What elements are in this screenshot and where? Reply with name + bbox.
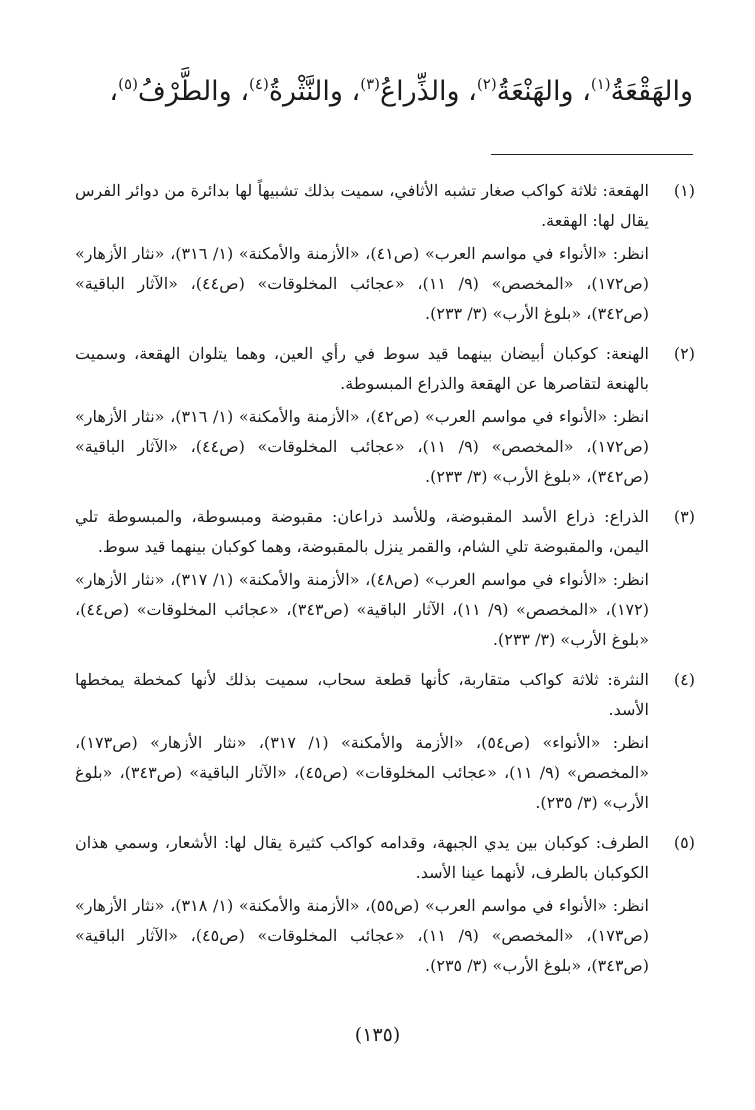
- separator: ،: [109, 76, 119, 107]
- separator: ،: [342, 76, 361, 107]
- footnote-references: انظر: «الأنواء في مواسم العرب» (ص٤٨)، «الأزمنة والأمكنة» (١/ ٣١٧)، «نثار الأزهار» (١٧٢)، «المخصص» (٩/ ١١)، الآثار الباقية» (ص٣٤٣)، «عجائب المخلوقات» (ص٤٤)، «بلوغ الأرب» (٣/ ٢٣٣).: [75, 570, 649, 649]
- footnote-body: [75, 828, 649, 981]
- footnote-text: الطرف: كوكبان بين يدي الجبهة، وقدامه كواكب كثيرة يقال لها: الأشعار، وسمي هذان الكوكبان بالطرف، لأنهما عينا الأسد.: [75, 833, 649, 882]
- footnote-body: [75, 502, 649, 655]
- footnote-ref[interactable]: (٣): [360, 75, 380, 93]
- footnote-text: الهقعة: ثلاثة كواكب صغار تشبه الأثافي، سميت بذلك تشبيهاً لها بدائرة من دوائر الفرس يقال لها: الهقعة.: [75, 181, 649, 230]
- footnote-number: (١): [673, 181, 695, 200]
- footnote: [75, 339, 695, 492]
- footnote: [75, 176, 695, 329]
- footnote: [75, 502, 695, 655]
- footnote-body: [75, 339, 649, 492]
- footnotes: [75, 176, 695, 991]
- footnote-ref[interactable]: (٥): [118, 75, 138, 93]
- footnote-text: النثرة: ثلاثة كواكب متقاربة، كأنها قطعة سحاب، سميت بذلك لأنها كمخطة يمخطها الأسد.: [75, 670, 649, 719]
- footnote-body: [75, 665, 649, 818]
- footnote-separator-rule: [491, 154, 693, 155]
- footnote-references: انظر: «الأنواء» (ص٥٤)، «الأزمة والأمكنة» (١/ ٣١٧)، «نثار الأزهار» (ص١٧٣)، «المخصص» (٩/ ١١)، «عجائب المخلوقات» (ص٤٥)، «الآثار الباقية» (ص٣٤٣)، «بلوغ الأرب» (٣/ ٢٣٥).: [75, 733, 650, 812]
- footnote-number: (٤): [673, 670, 695, 689]
- footnote-ref[interactable]: (٤): [249, 75, 269, 93]
- footnote-number: (٥): [673, 833, 695, 852]
- main-term: والطَّرْفُ: [137, 76, 232, 107]
- footnote-ref[interactable]: (٢): [476, 75, 497, 93]
- footnote: [75, 828, 695, 981]
- separator: ،: [231, 76, 250, 107]
- main-text-line: [53, 62, 693, 114]
- footnote-references: انظر: «الأنواء في مواسم العرب» (ص٤٢)، «الأزمنة والأمكنة» (١/ ٣١٦)، «نثار الأزهار» (ص١٧٢)، «المخصص» (٩/ ١١)، «عجائب المخلوقات» (ص٤٤)، «الآثار الباقية» (ص٣٤٢)، «بلوغ الأرب» (٣/ ٢٣٣).: [75, 407, 650, 486]
- footnote-number: (٢): [673, 344, 695, 363]
- main-term: والذِّراعُ: [380, 76, 460, 107]
- footnote-text: الذراع: ذراع الأسد المقبوضة، وللأسد ذراعان: مقبوضة ومبسوطة، والمبسوطة تلي اليمن، والمقبوضة تلي الشام، والقمر ينزل بالمقبوضة، وهما كوكبان بينهما قيد سوط.: [75, 507, 650, 556]
- footnote-ref[interactable]: (١): [590, 75, 611, 93]
- footnote-number: (٣): [673, 507, 695, 526]
- footnote-references: انظر: «الأنواء في مواسم العرب» (ص٥٥)، «الأزمنة والأمكنة» (١/ ٣١٨)، «نثار الأزهار» (ص١٧٣)، «المخصص» (٩/ ١١)، «عجائب المخلوقات» (ص٤٥)، «الآثار الباقية» (ص٣٤٣)، «بلوغ الأرب» (٣/ ٢٣٥).: [75, 896, 650, 975]
- footnote-body: [75, 176, 649, 329]
- footnote: [75, 665, 695, 818]
- main-term: والهَنْعَةُ: [496, 76, 574, 107]
- main-term: والنَّثْرةُ: [268, 76, 343, 107]
- separator: ،: [573, 76, 591, 107]
- main-term: والهَقْعَةُ: [610, 76, 693, 107]
- footnote-references: انظر: «الأنواء في مواسم العرب» (ص٤١)، «الأزمنة والأمكنة» (١/ ٣١٦)، «نثار الأزهار» (ص١٧٢)، «المخصص» (٩/ ١١)، «عجائب المخلوقات» (ص٤٤)، «الآثار الباقية» (ص٣٤٢)، «بلوغ الأرب» (٣/ ٢٣٣).: [75, 244, 650, 323]
- page-number: (١٣٥): [354, 1024, 401, 1046]
- separator: ،: [459, 76, 477, 107]
- footnote-text: الهنعة: كوكبان أبيضان بينهما قيد سوط في رأي العين، وهما يتلوان الهقعة، وسميت بالهنعة لتقاصرها عن الهقعة والذراع المبسوطة.: [75, 344, 649, 393]
